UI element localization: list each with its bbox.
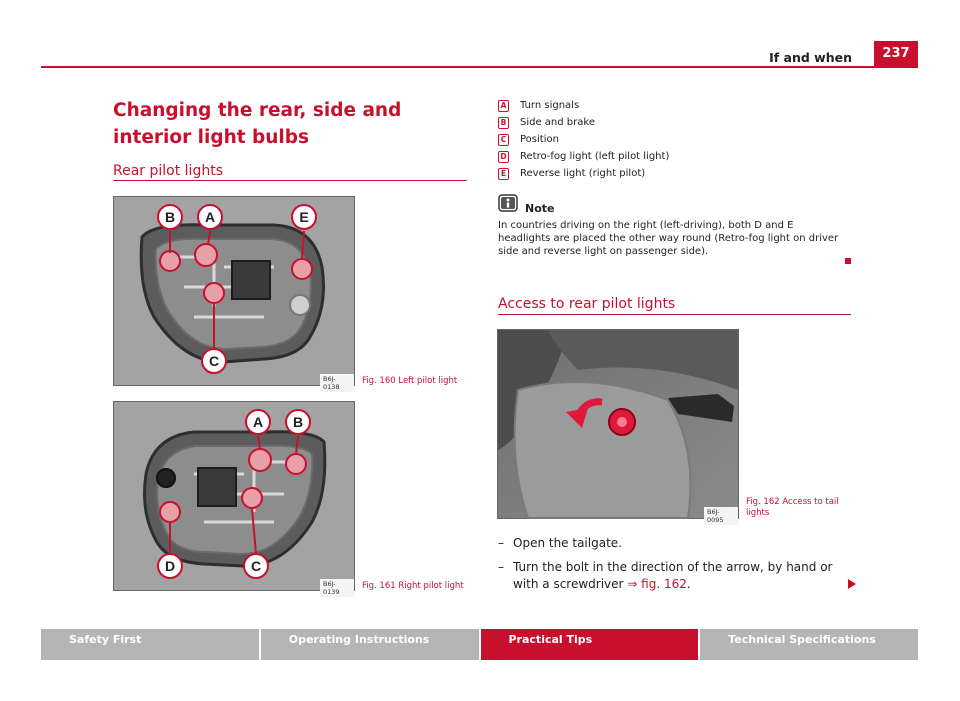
legend-item (498, 148, 669, 165)
legend-text: Side and brake (520, 117, 595, 128)
callout-label: E (299, 209, 309, 225)
running-header-title: If and when (769, 50, 852, 65)
main-title: Changing the rear, side and interior light bulbs (113, 100, 402, 148)
step-dash: – (498, 560, 504, 574)
figure-code: B6J-0139 (320, 579, 354, 597)
callout-label: C (250, 558, 262, 574)
figure-left-pilot-light (113, 196, 355, 391)
callout-label: B (164, 209, 176, 225)
figure-caption: Fig. 161 Right pilot light (362, 581, 464, 591)
legend-text: Retro-fog light (left pilot light) (520, 151, 670, 162)
footer-nav (41, 629, 918, 660)
callout-label: C (208, 353, 220, 369)
legend-key: E (498, 168, 509, 180)
figure-reference-link[interactable]: ⇒ fig. 162 (627, 577, 687, 591)
note-body: In countries driving on the right (left-driving), both D and E headlights are placed the other way round (Retro-fog light on driver side and reverse light on passenger side). (498, 220, 839, 257)
step-item (498, 559, 843, 593)
callout-label: A (204, 209, 216, 225)
legend-key: A (498, 100, 509, 112)
legend-item (498, 165, 645, 182)
tab-technical-specifications[interactable]: Technical Specifications (700, 629, 918, 660)
figure-right-pilot-light (113, 401, 355, 596)
step-text-end: . (686, 577, 691, 591)
figure-caption: Fig. 160 Left pilot light (362, 376, 458, 386)
legend-key: C (498, 134, 509, 146)
header-rule (41, 66, 918, 68)
legend-item (498, 97, 579, 114)
legend-text: Turn signals (520, 100, 580, 111)
figure-code: B6J-0095 (704, 507, 738, 525)
legend-key: D (498, 151, 509, 163)
tab-practical-tips[interactable]: Practical Tips (481, 629, 701, 660)
tab-operating-instructions[interactable]: Operating Instructions (261, 629, 481, 660)
section-title-rear-pilot-lights: Rear pilot lights (113, 163, 223, 179)
figure-code: B6J-0138 (320, 374, 354, 392)
callout-label: D (164, 558, 176, 574)
continue-arrow-icon (848, 574, 856, 593)
figure-caption-line: lights (746, 508, 770, 518)
note-title: Note (525, 202, 555, 215)
section-rule-1 (113, 180, 467, 181)
info-icon (498, 194, 518, 216)
figure-caption (746, 497, 839, 519)
step-text: Turn the bolt in the direction of the arrow, by hand or with a screwdriver (513, 560, 833, 591)
tab-safety-first[interactable]: Safety First (41, 629, 261, 660)
callout-label: A (252, 414, 264, 430)
figure-caption-line: Fig. 162 Access to tail (746, 497, 839, 507)
step-item (498, 535, 853, 552)
legend-text: Reverse light (right pilot) (520, 168, 646, 179)
step-dash: – (498, 536, 504, 550)
end-of-section-marker (845, 258, 851, 264)
legend-item (498, 114, 595, 131)
legend-text: Position (520, 134, 559, 145)
callout-label: B (292, 414, 304, 430)
page-number: 237 (874, 41, 918, 66)
step-text: Open the tailgate. (513, 536, 622, 550)
legend-item (498, 131, 559, 148)
section-rule-2 (498, 314, 851, 315)
legend-key: B (498, 117, 509, 129)
figure-access-tail-lights (497, 329, 739, 524)
section-title-access-rear-pilot: Access to rear pilot lights (498, 296, 676, 312)
